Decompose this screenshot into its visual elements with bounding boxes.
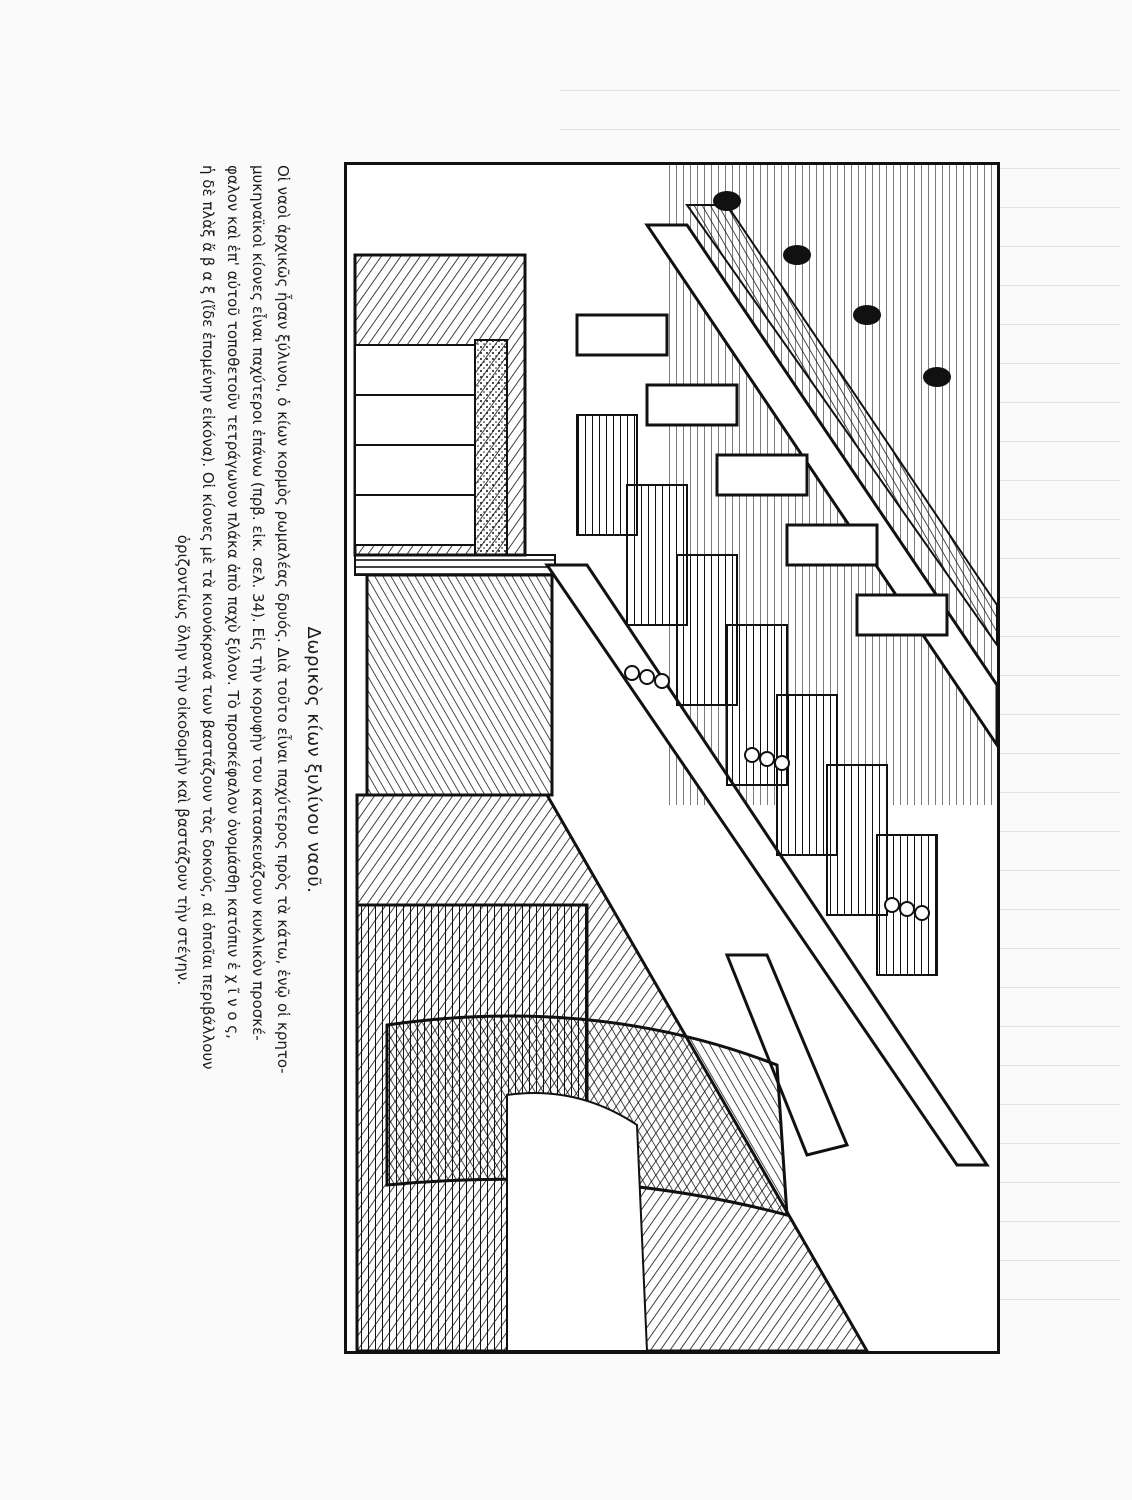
figure-caption xyxy=(150,165,330,1355)
figure-title: Δωρικὸς κίων ξυλίνου ναοῦ. xyxy=(303,626,324,894)
caption-line: μυκηναϊκοὶ κίονες εἶναι παχύτεροι ἐπάνω (πρβ. εἰκ. σελ. 34). Εἰς τὴν κορυφὴν του κατασκευάζουν κυκλικὸν προσκέ- xyxy=(249,165,267,1041)
caption-line: ὁριζοντίως ὅλην τὴν οἰκοδομὴν καὶ βαστάζουν τὴν στέγην. xyxy=(174,534,192,986)
caption-line: ἡ δὲ πλὰξ ἄ β α ξ (ἴδε ἐπομένην εἰκόνα). Οἱ κίονες μὲ τὰ κιονόκρανά των βαστάζουν τὰς δοκούς, αἱ ὁποῖαι περιβάλλουν xyxy=(199,165,217,1070)
doric-column-drawing xyxy=(347,165,997,1351)
caption-line: Οἱ ναοὶ ἀρχικῶς ἦσαν ξύλινοι, ὁ κίων κορμὸς ρωμαλέας δρυός. Διὰ τοῦτο εἶναι παχύτερος πρὸς τὰ κάτω, ἐνῷ οἱ κρητο- xyxy=(274,165,292,1074)
caption-line: φαλον καὶ ἐπ' αὐτοῦ τοποθετοῦν τετράγωνον πλάκα ἀπὸ παχὺ ξύλον. Τὸ προσκέφαλον ὀνομάσθη κατόπιν ἐ χ ῖ ν ο ς, xyxy=(224,165,242,1039)
woodcut-illustration xyxy=(344,162,1000,1354)
caption-body xyxy=(170,165,295,1355)
